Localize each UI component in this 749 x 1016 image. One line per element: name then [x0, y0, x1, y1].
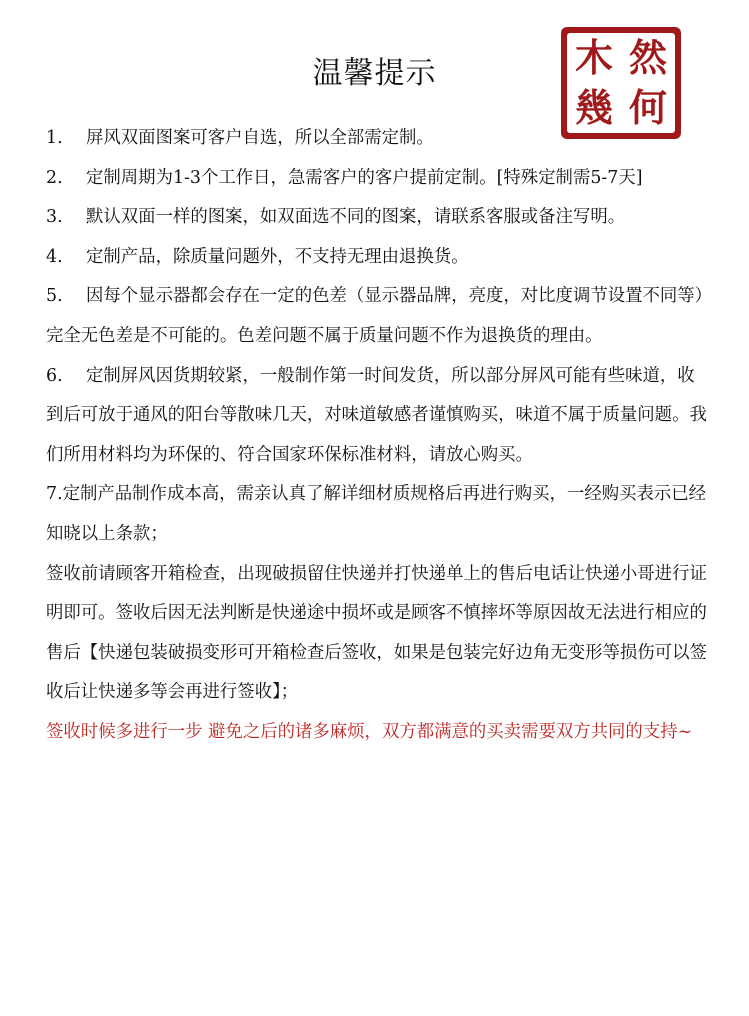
list-item-5: [46, 277, 711, 356]
seal-char: 然: [628, 35, 667, 80]
list-item-4: [46, 238, 711, 278]
item-number: 4.: [46, 246, 63, 267]
item-text: 定制产品，除质量问题外，不支持无理由退换货。: [86, 246, 469, 267]
item-number: 2.: [46, 167, 63, 188]
seal-char: 幾: [574, 85, 613, 130]
list-item-1: [46, 119, 711, 159]
signing-note: 签收前请顾客开箱检查，出现破损留住快递并打快递单上的售后电话让快递小哥进行证明即可。签收后因无法判断是快递途中损坏或是顾客不慎摔坏等原因故无法进行相应的售后【快递包装破损变形可开箱检查后签收，如果是包装完好边角无变形等损伤可以签收后让快递多等会再进行签收】；: [46, 563, 707, 703]
item-text: 因每个显示器都会存在一定的色差（显示器品牌，亮度，对比度调节设置不同等）完全无色差是不可能的。色差问题不属于质量问题不作为退换货的理由。: [46, 286, 704, 346]
item-number: 5.: [46, 286, 63, 307]
item-number: 6.: [46, 365, 63, 386]
item-number: 3.: [46, 207, 63, 228]
red-reminder: 签收时候多进行一步 避免之后的诸多麻烦，双方都满意的买卖需要双方共同的支持~: [46, 721, 693, 742]
item-number: 1.: [46, 128, 63, 148]
page-title: 温馨提示: [312, 56, 437, 91]
list-item-7: [46, 475, 711, 554]
list-item-2: [46, 159, 711, 199]
seal-char: 木: [574, 35, 613, 80]
notice-content: [46, 119, 711, 753]
list-item-6: [46, 357, 711, 476]
item-text: 定制周期为1-3个工作日，急需客户的客户提前定制。[特殊定制需5-7天]: [86, 167, 643, 188]
item-text: 默认双面一样的图案，如双面选不同的图案，请联系客服或备注写明。: [86, 207, 626, 228]
item-text: 定制产品制作成本高，需亲认真了解详细材质规格后再进行购买，一经购买表示已经知晓以上条款；: [46, 484, 707, 544]
item-text: 屏风双面图案可客户自选，所以全部需定制。: [86, 128, 434, 148]
list-item-3: [46, 198, 711, 238]
item-number: 7.: [46, 484, 63, 505]
seal-char: 何: [628, 85, 667, 130]
item-text: 定制屏风因货期较紧，一般制作第一时间发货，所以部分屏风可能有些味道，收到后可放于通风的阳台等散味几天，对味道敏感者谨慎购买，味道不属于质量问题。我们所用材料均为环保的、符合国家环保标准材料，请放心购买。: [46, 365, 707, 465]
seal-inner-frame: [567, 33, 675, 133]
